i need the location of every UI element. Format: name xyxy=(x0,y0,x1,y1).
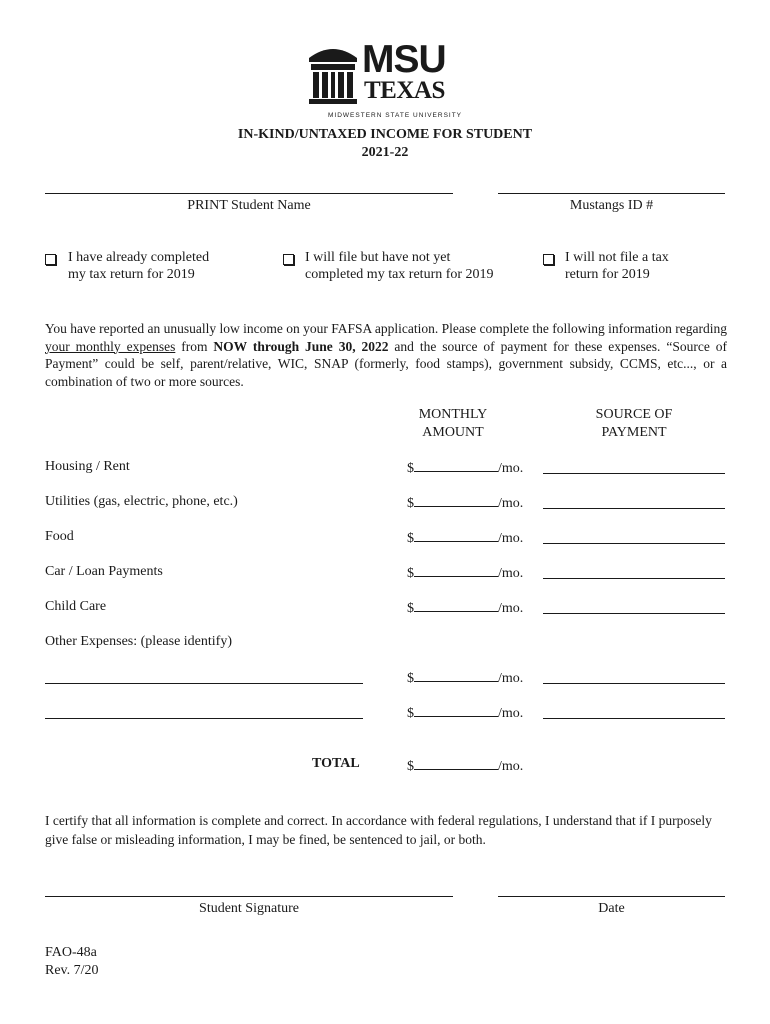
monthly-amount-field[interactable] xyxy=(407,669,523,687)
other-expenses-label: Other Expenses: (please identify) xyxy=(45,634,232,649)
mustangs-id-label: Mustangs ID # xyxy=(569,198,654,213)
per-month: /mo. xyxy=(498,531,524,546)
intro-text-2: from xyxy=(175,338,214,354)
date-field[interactable] xyxy=(498,896,725,897)
source-of-payment-field[interactable] xyxy=(543,683,725,684)
intro-text-3: and the source of payment for these expenses. “Source of Payment” could be self, parent/relative, WIC, SNAP (formerly, food stamps), government subsidy, CCMS, etc..., or a combination of two or more sources. xyxy=(45,338,727,389)
option-checkbox-will-not-file[interactable] xyxy=(543,254,554,265)
per-month: /mo. xyxy=(498,759,524,774)
logo-texas: TEXAS xyxy=(364,77,445,104)
mustangs-id-field[interactable] xyxy=(498,193,725,194)
intro-date-range: NOW through June 30, 2022 xyxy=(213,338,389,354)
form-number: FAO-48a xyxy=(45,945,97,960)
source-of-payment-header xyxy=(574,406,694,442)
dollar-sign: $ xyxy=(407,566,414,581)
expense-label: Food xyxy=(45,529,74,544)
form-revision: Rev. 7/20 xyxy=(45,963,99,978)
student-signature-label: Student Signature xyxy=(199,901,299,916)
source-of-payment-field[interactable] xyxy=(543,578,725,579)
monthly-amount-field[interactable] xyxy=(407,529,523,547)
intro-underlined: your monthly expenses xyxy=(45,338,176,354)
option-will-file-line2: completed my tax return for 2019 xyxy=(305,267,494,282)
dollar-sign: $ xyxy=(407,671,414,686)
option-will-file-line1: I will file but have not yet xyxy=(305,250,451,265)
source-of-payment-field[interactable] xyxy=(543,473,725,474)
student-name-label: PRINT Student Name xyxy=(187,198,311,213)
option-completed-line2: my tax return for 2019 xyxy=(68,267,195,282)
monthly-amount-field[interactable] xyxy=(407,494,523,512)
expense-label: Child Care xyxy=(45,599,107,614)
source-header-line2: PAYMENT xyxy=(601,425,667,440)
per-month: /mo. xyxy=(498,671,524,686)
monthly-amount-field[interactable] xyxy=(407,459,523,477)
per-month: /mo. xyxy=(498,566,524,581)
per-month: /mo. xyxy=(498,706,524,721)
student-name-field[interactable] xyxy=(45,193,453,194)
monthly-amount-field[interactable] xyxy=(407,704,523,722)
option-completed-line1: I have already completed xyxy=(68,250,210,265)
option-will-not-file-line2: return for 2019 xyxy=(565,267,650,282)
source-of-payment-field[interactable] xyxy=(543,718,725,719)
dollar-sign: $ xyxy=(407,706,414,721)
certification-text: I certify that all information is complete and correct. In accordance with federal regulations, I understand that if I purposely give false or misleading information, I may be fined, be sentenced to jail, or both. xyxy=(45,813,712,847)
option-checkbox-completed[interactable] xyxy=(45,254,56,265)
monthly-amount-field[interactable] xyxy=(407,564,523,582)
expense-label: Housing / Rent xyxy=(45,459,130,474)
source-of-payment-field[interactable] xyxy=(543,613,725,614)
per-month: /mo. xyxy=(498,601,524,616)
monthly-header-line2: AMOUNT xyxy=(422,425,484,440)
dollar-sign: $ xyxy=(407,759,414,774)
form-title: IN-KIND/UNTAXED INCOME FOR STUDENT xyxy=(237,127,533,142)
expense-label: Utilities (gas, electric, phone, etc.) xyxy=(45,494,238,509)
intro-text-1: You have reported an unusually low income on your FAFSA application. Please complete the following information regarding xyxy=(45,321,727,336)
per-month: /mo. xyxy=(498,496,524,511)
source-of-payment-field[interactable] xyxy=(543,543,725,544)
building-icon xyxy=(306,44,360,106)
form-year: 2021-22 xyxy=(361,145,409,160)
dollar-sign: $ xyxy=(407,461,414,476)
total-label: TOTAL xyxy=(312,756,360,771)
logo-msu: MSU xyxy=(362,38,446,81)
dollar-sign: $ xyxy=(407,496,414,511)
source-of-payment-field[interactable] xyxy=(543,508,725,509)
student-signature-field[interactable] xyxy=(45,896,453,897)
msu-texas-logo xyxy=(306,38,466,122)
logo-tagline: MIDWESTERN STATE UNIVERSITY xyxy=(328,112,463,119)
option-will-not-file-line1: I will not file a tax xyxy=(565,250,669,265)
source-header-line1: SOURCE OF xyxy=(595,407,673,422)
per-month: /mo. xyxy=(498,461,524,476)
expense-label: Car / Loan Payments xyxy=(45,564,163,579)
monthly-amount-header xyxy=(393,406,513,442)
other-expense-identify-field[interactable] xyxy=(45,683,363,684)
dollar-sign: $ xyxy=(407,531,414,546)
other-expense-identify-field[interactable] xyxy=(45,718,363,719)
total-amount-field[interactable] xyxy=(407,757,523,775)
monthly-amount-field[interactable] xyxy=(407,599,523,617)
monthly-header-line1: MONTHLY xyxy=(418,407,488,422)
date-label: Date xyxy=(598,901,625,916)
dollar-sign: $ xyxy=(407,601,414,616)
intro-paragraph xyxy=(45,320,727,390)
option-checkbox-will-file[interactable] xyxy=(283,254,294,265)
